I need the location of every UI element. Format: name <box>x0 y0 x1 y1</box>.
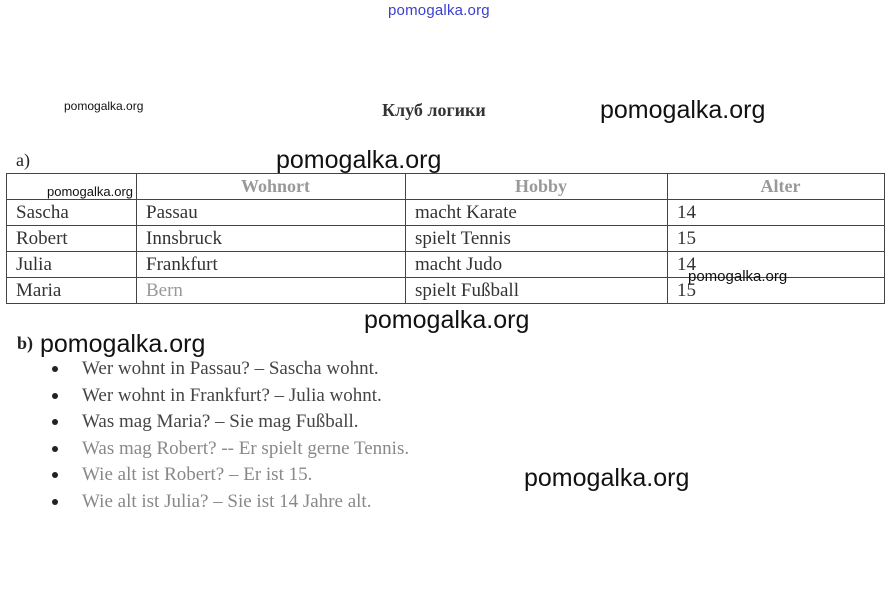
cell-wohnort: Passau <box>137 200 406 226</box>
bullet-icon <box>52 366 58 372</box>
header-alter: Alter <box>668 174 885 200</box>
list-item <box>48 436 409 463</box>
cell-hobby: macht Karate <box>406 200 668 226</box>
cell-name: Julia <box>7 252 137 278</box>
list-item <box>48 489 409 516</box>
watermark-above-table: pomogalka.org <box>276 146 442 174</box>
bullet-icon <box>52 446 58 452</box>
cell-hobby: macht Judo <box>406 252 668 278</box>
list-item-text: Was mag Robert? -- Er spielt gerne Tennis. <box>82 437 410 459</box>
cell-wohnort: Bern <box>137 278 406 304</box>
list-item <box>48 383 409 410</box>
watermark-header-right: pomogalka.org <box>600 96 766 124</box>
header-hobby: Hobby <box>406 174 668 200</box>
document-title: Клуб логики <box>382 100 486 120</box>
cell-hobby: spielt Fußball <box>406 278 668 304</box>
bullet-icon <box>52 393 58 399</box>
watermark-section-b: pomogalka.org <box>40 330 206 358</box>
section-b-label: b) <box>17 333 34 353</box>
watermark-top[interactable]: pomogalka.org <box>388 2 490 19</box>
bullet-icon <box>52 472 58 478</box>
watermark-below-table: pomogalka.org <box>364 306 530 334</box>
bullet-icon <box>52 419 58 425</box>
cell-wohnort: Frankfurt <box>137 252 406 278</box>
answers-list <box>48 356 409 515</box>
cell-alter: 15 <box>668 226 885 252</box>
cell-name: Maria <box>7 278 137 304</box>
list-item <box>48 409 409 436</box>
cell-alter: 14 <box>668 200 885 226</box>
list-item-text: Wer wohnt in Passau? – Sascha wohnt. <box>82 358 379 379</box>
table-row <box>7 200 885 226</box>
list-item <box>48 462 409 489</box>
watermark-table-right: pomogalka.org <box>688 268 788 285</box>
list-item <box>48 356 409 383</box>
watermark-table-left: pomogalka.org <box>47 184 133 199</box>
cell-wohnort: Innsbruck <box>137 226 406 252</box>
cell-name: Sascha <box>7 200 137 226</box>
bullet-icon <box>52 499 58 505</box>
section-a-label: a) <box>16 150 30 170</box>
watermark-bottom-right: pomogalka.org <box>524 464 690 492</box>
table-row <box>7 226 885 252</box>
cell-name: Robert <box>7 226 137 252</box>
list-item-text: Wie alt ist Julia? – Sie ist 14 Jahre alt. <box>82 490 372 512</box>
list-item-text: Wie alt ist Robert? – Er ist 15. <box>82 464 313 485</box>
watermark-header-small: pomogalka.org <box>64 99 144 113</box>
list-item-text: Was mag Maria? – Sie mag Fußball. <box>82 411 359 432</box>
list-item-text: Wer wohnt in Frankfurt? – Julia wohnt. <box>82 384 382 406</box>
cell-alter: 14 <box>668 252 885 278</box>
cell-alter: 15 <box>668 278 885 304</box>
header-wohnort: Wohnort <box>137 174 406 200</box>
cell-hobby: spielt Tennis <box>406 226 668 252</box>
table-header-row <box>7 174 885 200</box>
